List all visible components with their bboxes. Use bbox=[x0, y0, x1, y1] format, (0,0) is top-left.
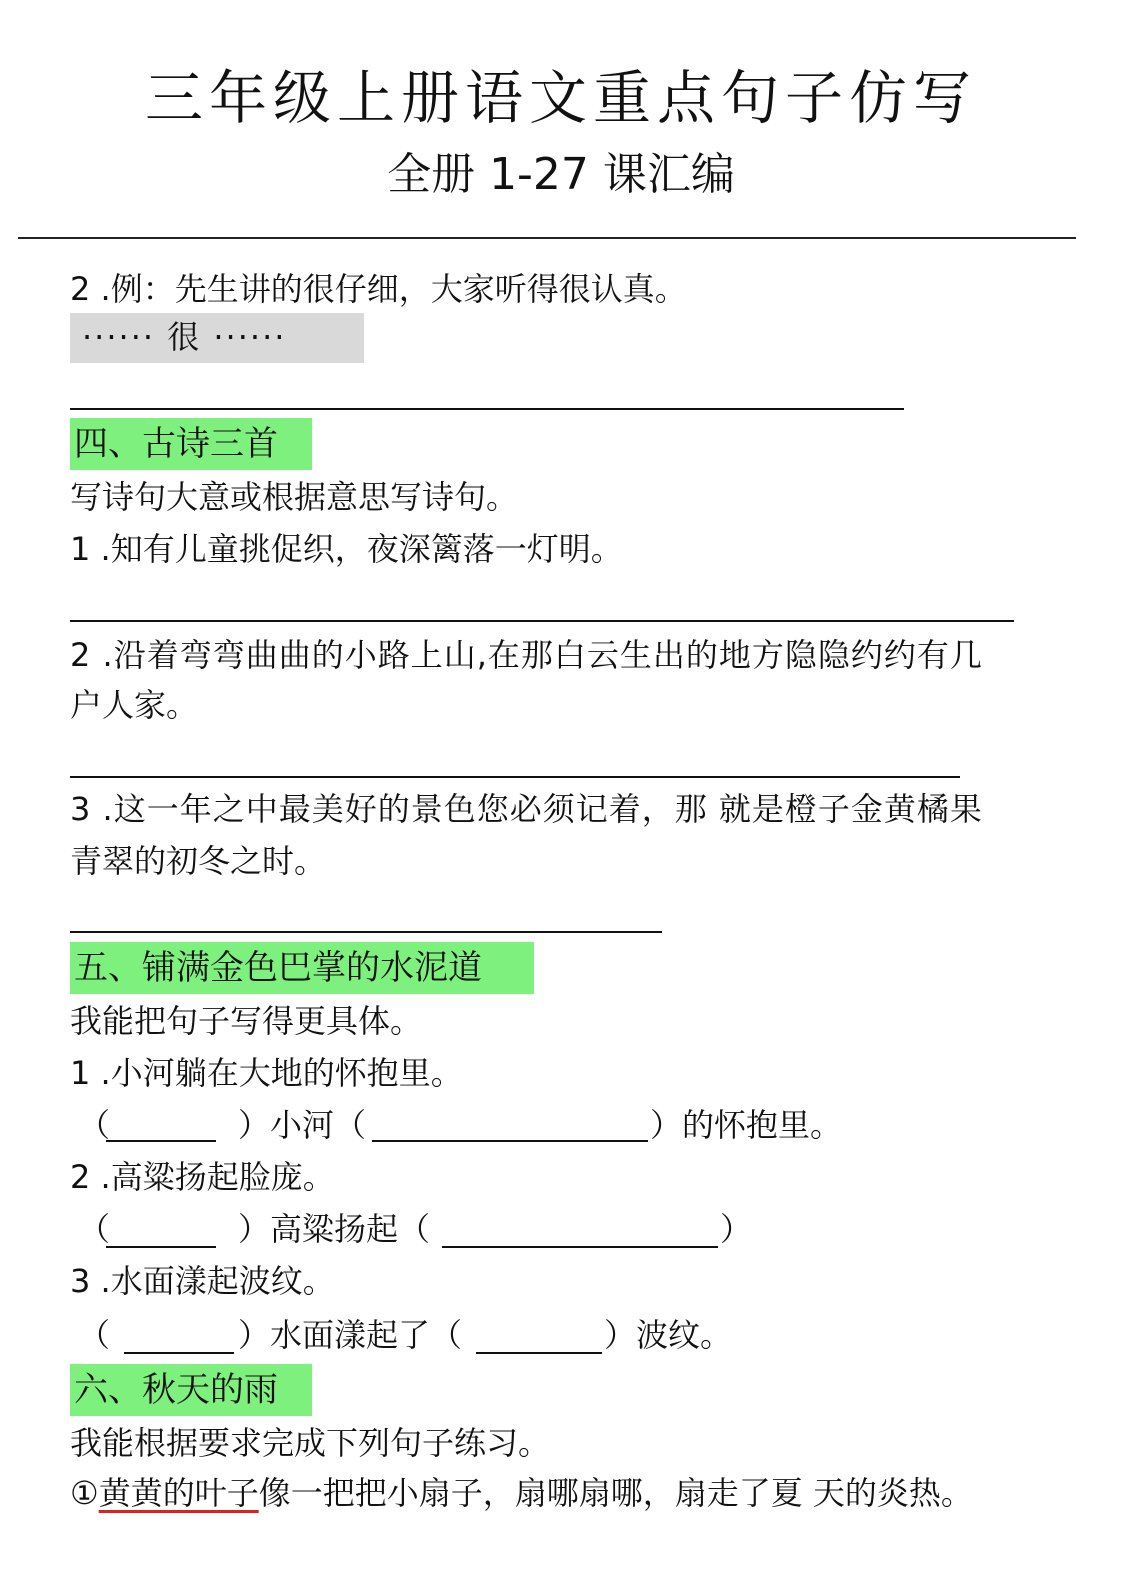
section-heading-5: 五、铺满金色巴掌的水泥道 bbox=[70, 942, 534, 994]
header-divider bbox=[18, 237, 1076, 239]
section-heading-4: 四、古诗三首 bbox=[70, 418, 312, 470]
question-2-cont: 户人家。 bbox=[70, 686, 199, 724]
question-1: 1 .知有儿童挑促织，夜深篱落一灯明。 bbox=[70, 530, 623, 568]
blank-line[interactable] bbox=[106, 1246, 216, 1248]
question-text: 像一把把小扇子，扇哪扇哪，扇走了夏 天的炎热。 bbox=[258, 1474, 973, 1512]
blank-line[interactable] bbox=[442, 1246, 718, 1248]
question-3: 3 .水面漾起波纹。 bbox=[70, 1262, 335, 1300]
question-3: 3 .这一年之中最美好的景色您必须记着，那 就是橙子金黄橘果 bbox=[70, 790, 983, 828]
answer-line[interactable] bbox=[70, 776, 960, 778]
question-1 bbox=[70, 1472, 973, 1514]
page-title: 三年级上册语文重点句子仿写 bbox=[144, 64, 977, 132]
fill-end-text: ） bbox=[720, 1210, 753, 1248]
fill-middle-text: ）水面漾起了（ bbox=[238, 1316, 463, 1354]
fill-open-paren: （ bbox=[78, 1316, 111, 1354]
question-2: 2 .沿着弯弯曲曲的小路上山,在那白云生出的地方隐隐约约有几 bbox=[70, 636, 983, 674]
blank-line[interactable] bbox=[124, 1352, 234, 1354]
underlined-phrase: 黄黄的叶子 bbox=[98, 1474, 259, 1512]
page-subtitle: 全册 1-27 课汇编 bbox=[387, 149, 735, 200]
question-2: 2 .高粱扬起脸庞。 bbox=[70, 1158, 335, 1196]
fill-open-paren: （ bbox=[78, 1106, 111, 1144]
section-instruction: 我能把句子写得更具体。 bbox=[70, 1002, 423, 1040]
fill-end-text: ）波纹。 bbox=[604, 1316, 733, 1354]
section-instruction: 写诗句大意或根据意思写诗句。 bbox=[70, 478, 519, 516]
example-sentence: 2 .例：先生讲的很仔细，大家听得很认真。 bbox=[70, 270, 687, 308]
blank-line[interactable] bbox=[476, 1352, 602, 1354]
question-number: ① bbox=[70, 1474, 99, 1512]
answer-line[interactable] bbox=[70, 931, 662, 933]
question-3-cont: 青翠的初冬之时。 bbox=[70, 842, 327, 880]
section-instruction: 我能根据要求完成下列句子练习。 bbox=[70, 1424, 551, 1462]
answer-line[interactable] bbox=[70, 620, 1014, 622]
fill-open-paren: （ bbox=[78, 1210, 111, 1248]
section-heading-6: 六、秋天的雨 bbox=[70, 1364, 312, 1416]
question-1: 1 .小河躺在大地的怀抱里。 bbox=[70, 1054, 463, 1092]
blank-line[interactable] bbox=[106, 1140, 216, 1142]
pattern-text: ······ 很 ······ bbox=[82, 318, 287, 356]
fill-end-text: ）的怀抱里。 bbox=[650, 1106, 843, 1144]
answer-line[interactable] bbox=[70, 408, 904, 410]
fill-middle-text: ）小河（ bbox=[238, 1106, 367, 1144]
fill-middle-text: ）高粱扬起（ bbox=[238, 1210, 431, 1248]
blank-line[interactable] bbox=[372, 1140, 648, 1142]
